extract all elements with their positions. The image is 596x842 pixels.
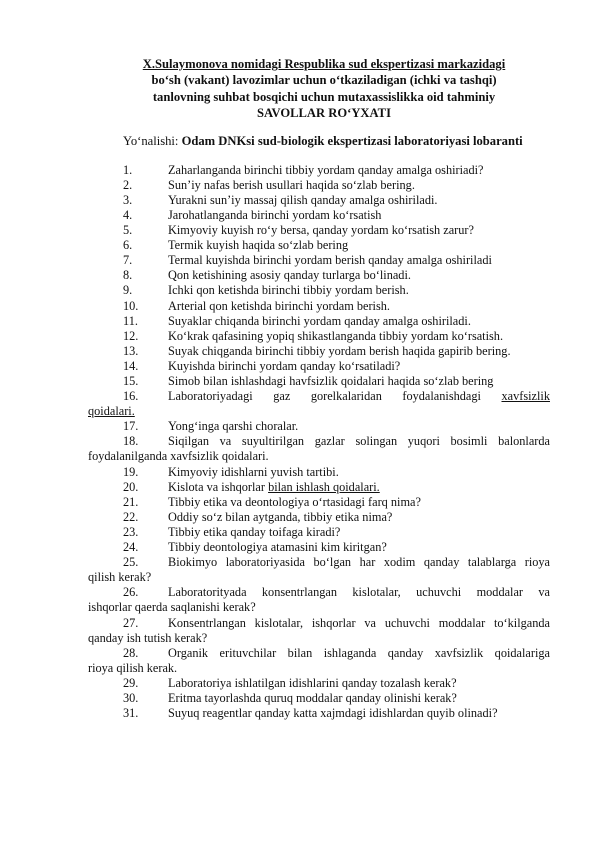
list-item <box>88 525 550 540</box>
question-text: Termik kuyish haqida so‘zlab bering <box>168 238 349 253</box>
question-text: Simob bilan ishlashdagi havfsizlik qoidalari haqida so‘zlab bering <box>168 374 494 388</box>
direction-value: Odam DNKsi sud-biologik ekspertizasi laboratoriyasi lobaranti <box>181 134 523 149</box>
question-text: Kimyoviy idishlarni yuvish tartibi. <box>168 464 339 479</box>
question-number: 24. <box>123 540 139 555</box>
question-text: Termal kuyishda birinchi yordam berish qanday amalga oshiriladi <box>168 253 492 268</box>
question-text: Zaharlanganda birinchi tibbiy yordam qanday amalga oshiriadi? <box>168 162 484 177</box>
question-number: 10. <box>123 298 139 313</box>
question-number: 8. <box>123 268 133 283</box>
question-text: Qon ketishining asosiy qanday turlarga bo‘linadi. <box>168 268 411 283</box>
question-text-underlined: xavfsizlik <box>501 389 550 404</box>
title-line-1: X.Sulaymonova nomidagi Respublika sud ekspertizasi markazidagi <box>142 57 506 71</box>
question-text: Biokimyo laboratoriyasida bo‘lgan har xodim qanday talablarga rioya <box>168 555 550 570</box>
question-number: 19. <box>123 464 139 479</box>
list-item <box>88 253 550 268</box>
question-number: 9. <box>123 283 133 298</box>
list-item <box>88 193 550 208</box>
question-text: Laboratoriya ishlatilgan idishlarini qanday tozalash kerak? <box>168 675 457 690</box>
question-number: 31. <box>123 706 139 721</box>
question-number: 2. <box>123 177 133 192</box>
list-item <box>88 706 550 721</box>
list-item <box>88 163 550 178</box>
list-item <box>88 268 550 283</box>
question-number: 4. <box>123 207 133 222</box>
question-number: 7. <box>123 253 133 268</box>
question-text: Sun’iy nafas berish usullari haqida so‘zlab bering. <box>168 177 415 192</box>
list-item <box>88 359 550 374</box>
question-text-underlined: bilan ishlash qoidalari. <box>268 479 380 494</box>
direction-label: Yo‘nalishi: <box>123 134 179 149</box>
list-item <box>88 419 550 434</box>
question-text-continued: qilish kerak? <box>88 570 152 585</box>
list-item <box>88 480 550 495</box>
question-number: 29. <box>123 675 139 690</box>
question-text: Eritma tayorlashda quruq moddalar qanday olinishi kerak? <box>168 690 457 705</box>
list-item <box>88 374 550 389</box>
question-number: 5. <box>123 223 133 238</box>
question-text: Oddiy so‘z bilan aytganda, tibbiy etika nima? <box>168 509 393 524</box>
question-text: Kuyishda birinchi yordam qanday ko‘rsatiladi? <box>168 358 401 373</box>
question-number: 6. <box>123 238 133 253</box>
title-line-4: SAVOLLAR RO‘YXATI <box>257 105 391 120</box>
question-text: Tibbiy deontologiya atamasini kim kiritgan? <box>168 540 387 555</box>
list-item <box>88 283 550 298</box>
list-item <box>88 646 550 676</box>
question-text: Tibbiy etika qanday toifaga kiradi? <box>168 524 341 539</box>
question-text: Yong‘inga qarshi choralar. <box>168 419 299 434</box>
list-item <box>88 344 550 359</box>
question-text-continued: qoidalari. <box>88 404 135 419</box>
question-number: 18. <box>123 434 139 449</box>
document-title <box>88 56 560 121</box>
question-number: 16. <box>123 389 139 404</box>
question-number: 23. <box>123 524 139 539</box>
question-number: 11. <box>123 313 138 328</box>
list-item <box>88 495 550 510</box>
title-line-2: bo‘sh (vakant) lavozimlar uchun o‘tkaziladigan (ichki va tashqi) <box>151 73 497 88</box>
question-text: Tibbiy etika va deontologiya o‘rtasidagi farq nima? <box>168 494 421 509</box>
question-text-continued: foydalanilganda xavfsizlik qoidalari. <box>88 449 269 464</box>
question-number: 30. <box>123 690 139 705</box>
list-item <box>88 555 550 585</box>
list-item <box>88 329 550 344</box>
question-text: Laboratoriyadagi gaz gorelkalaridan foydalanishdagi <box>168 389 481 404</box>
question-text: Kimyoviy kuyish ro‘y bersa, qanday yordam ko‘rsatish zarur? <box>168 223 474 238</box>
question-number: 15. <box>123 374 139 388</box>
list-item <box>88 314 550 329</box>
list-item <box>88 238 550 253</box>
question-number: 20. <box>123 479 139 494</box>
question-number: 3. <box>123 192 133 207</box>
question-text: Arterial qon ketishda birinchi yordam berish. <box>168 298 390 313</box>
question-text: Suyak chiqganda birinchi tibbiy yordam berish haqida gapirib bering. <box>168 343 511 358</box>
list-item <box>88 616 550 646</box>
question-list <box>88 163 550 721</box>
question-text: Ichki qon ketishda birinchi tibbiy yordam berish. <box>168 283 409 298</box>
list-item <box>88 676 550 691</box>
question-number: 22. <box>123 509 139 524</box>
question-text: Suyuq reagentlar qanday katta xajmdagi idishlardan quyib olinadi? <box>168 706 498 721</box>
question-text: Laboratorityada konsentrlangan kislotalar, uchuvchi moddalar va <box>168 585 550 600</box>
question-text: Suyaklar chiqanda birinchi yordam qanday amalga oshiriladi. <box>168 313 471 328</box>
question-number: 27. <box>123 615 139 630</box>
list-item <box>88 178 550 193</box>
question-text: Siqilgan va suyultirilgan gazlar solingan yuqori bosimli balonlarda <box>168 434 550 449</box>
list-item <box>88 223 550 238</box>
list-item <box>88 540 550 555</box>
list-item <box>88 434 550 464</box>
question-number: 25. <box>123 555 139 570</box>
question-text-continued: ishqorlar qaerda saqlanishi kerak? <box>88 600 256 615</box>
question-number: 17. <box>123 419 139 434</box>
question-number: 14. <box>123 358 139 373</box>
question-number: 1. <box>123 162 133 177</box>
list-item <box>88 389 550 419</box>
question-text: Kislota va ishqorlar <box>168 479 269 494</box>
title-line-3: tanlovning suhbat bosqichi uchun mutaxassislikka oid tahminiy <box>152 89 496 104</box>
question-number: 13. <box>123 343 139 358</box>
question-text: Yurakni sun’iy massaj qilish qanday amalga oshiriladi. <box>168 192 438 207</box>
list-item <box>88 510 550 525</box>
list-item <box>88 208 550 223</box>
question-number: 26. <box>123 585 139 600</box>
direction-paragraph <box>88 134 550 150</box>
question-text-continued: rioya qilish kerak. <box>88 660 178 675</box>
question-text-continued: qanday ish tutish kerak? <box>88 630 208 645</box>
question-number: 28. <box>123 645 139 660</box>
question-number: 12. <box>123 328 139 343</box>
question-text: Konsentrlangan kislotalar, ishqorlar va uchuvchi moddalar to‘kilganda <box>168 615 550 630</box>
question-text: Jarohatlanganda birinchi yordam ko‘rsatish <box>168 207 382 222</box>
question-number: 21. <box>123 494 139 509</box>
question-text: Organik erituvchilar bilan ishlaganda qanday xavfsizlik qoidalariga <box>168 645 550 660</box>
question-text: Ko‘krak qafasining yopiq shikastlanganda tibbiy yordam ko‘rsatish. <box>168 328 504 343</box>
list-item <box>88 691 550 706</box>
list-item <box>88 299 550 314</box>
list-item <box>88 585 550 615</box>
list-item <box>88 465 550 480</box>
